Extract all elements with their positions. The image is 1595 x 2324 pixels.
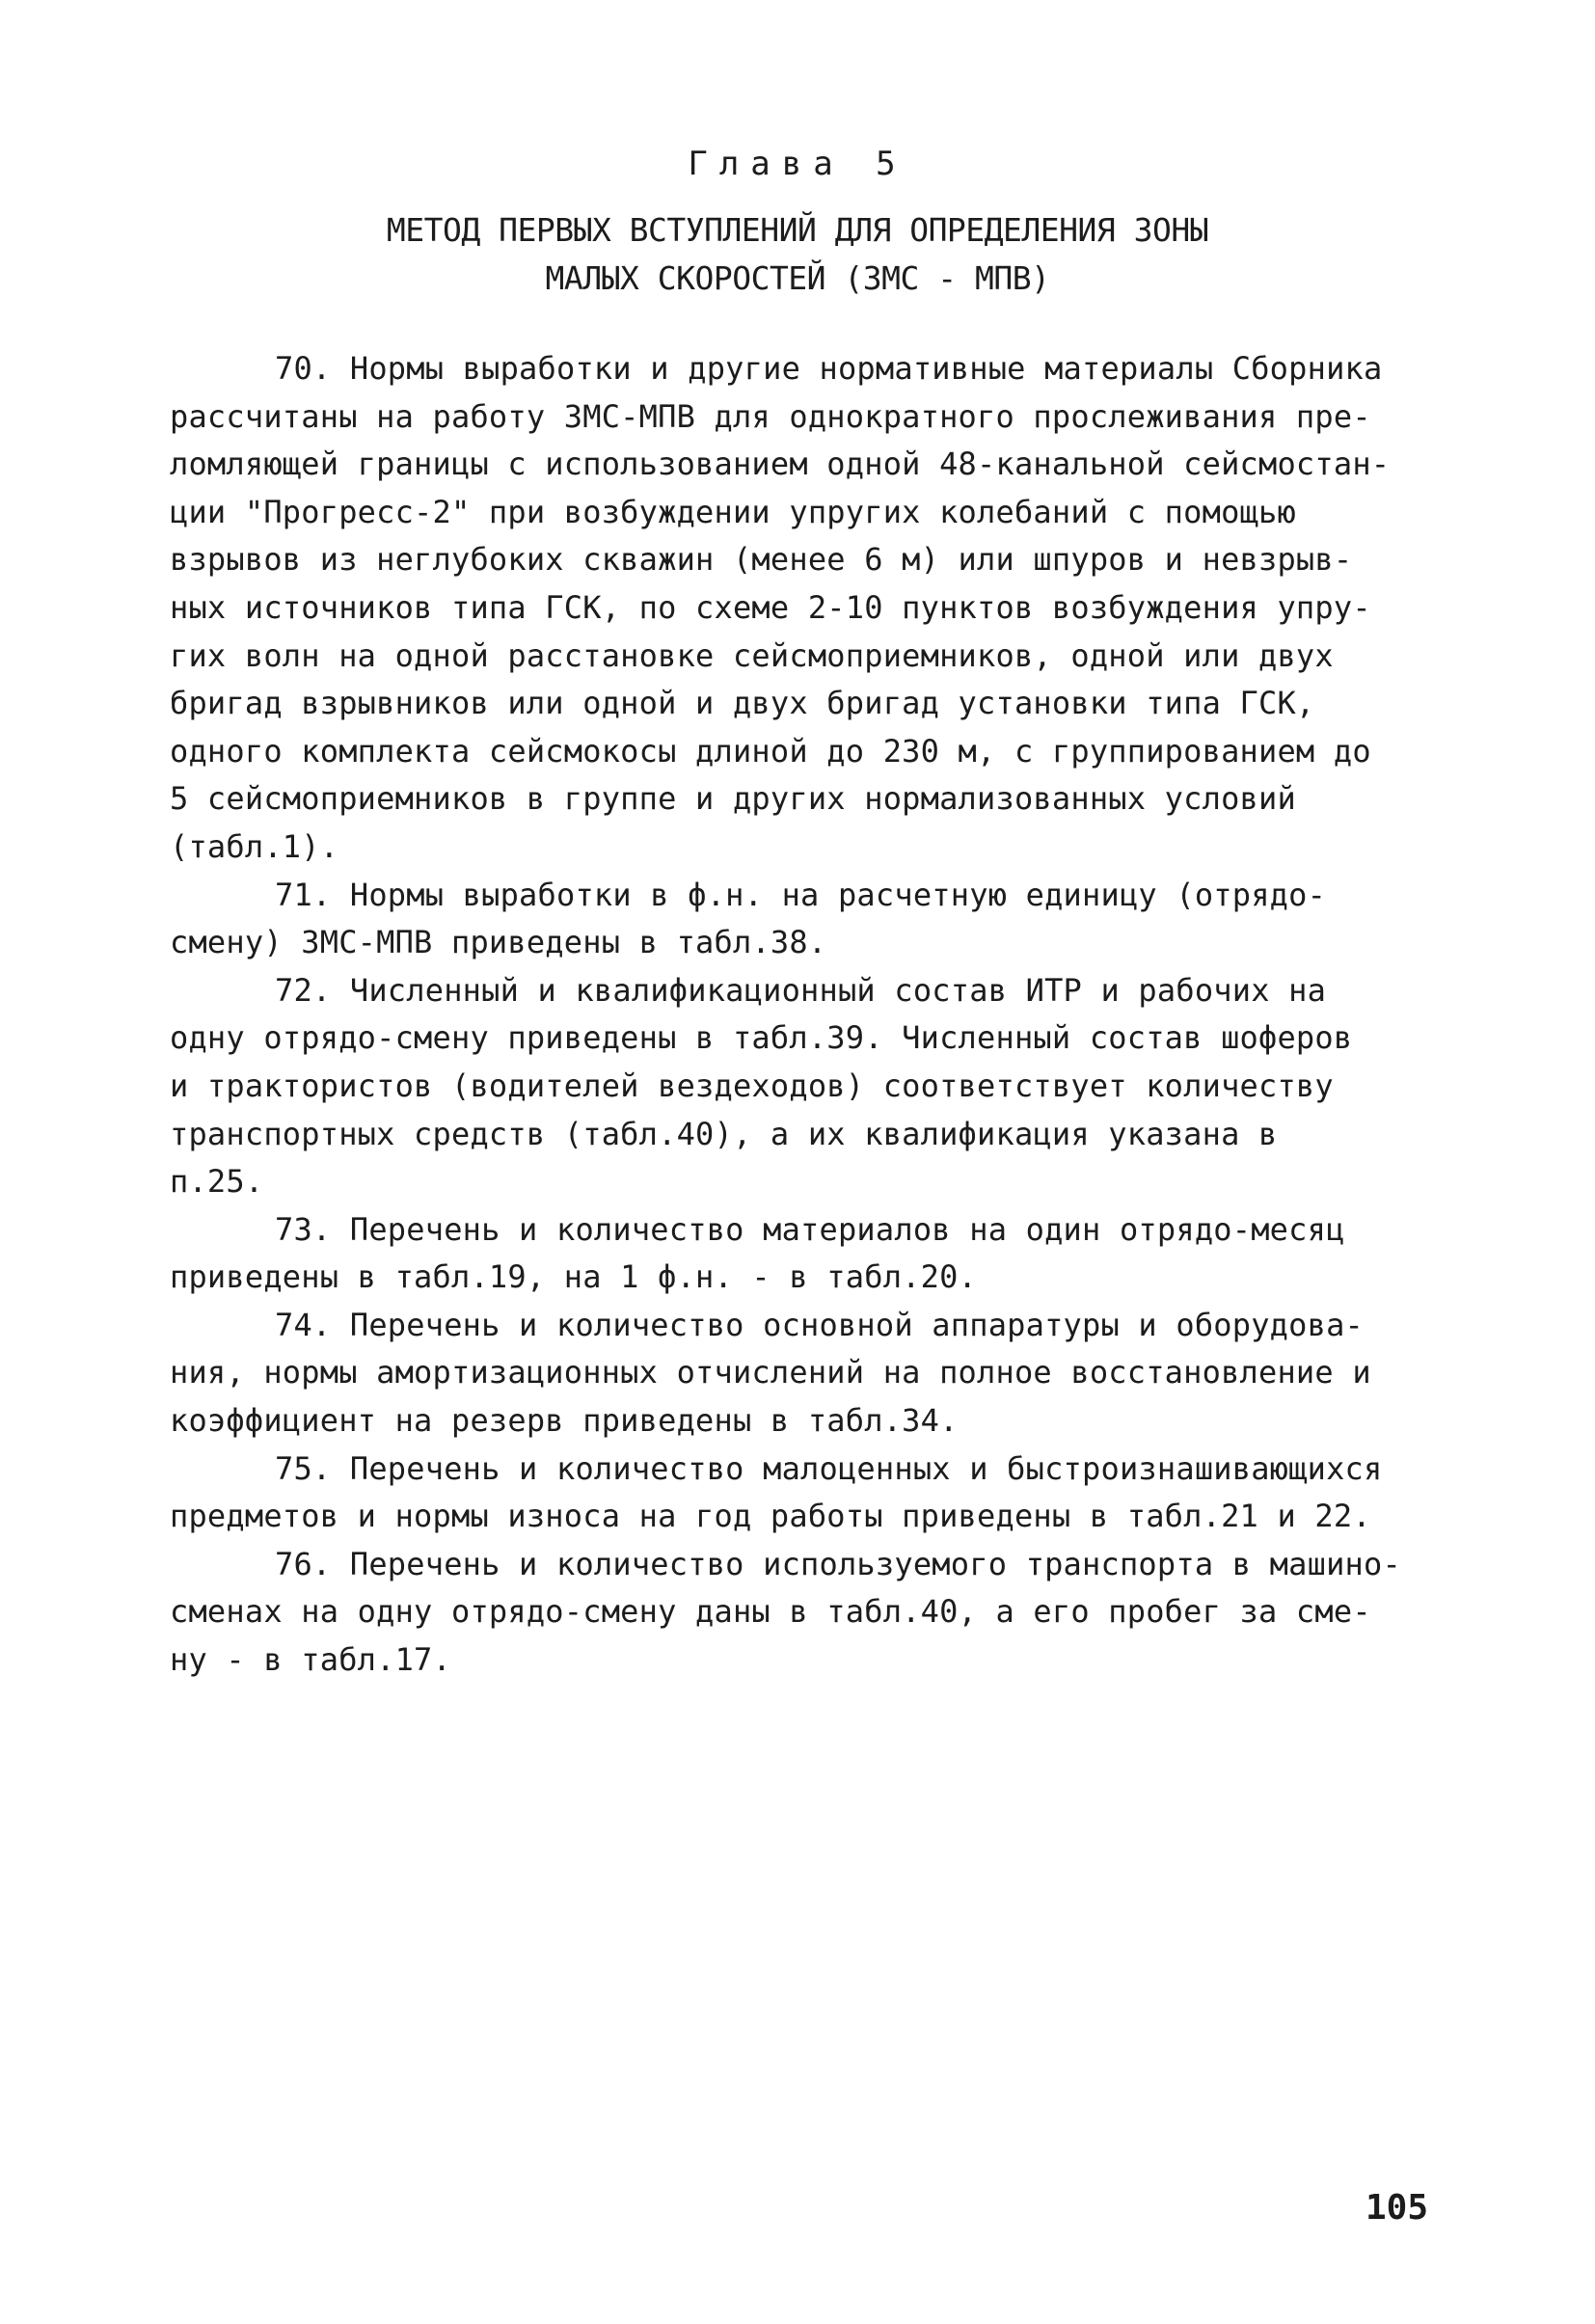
- paragraph-72-line: транспортных средств (табл.40), а их квалификация указана в: [170, 1115, 1278, 1152]
- paragraph-76-line: сменах на одну отрядо-смену даны в табл.40, а его пробег за сме-: [170, 1593, 1371, 1631]
- paragraph-76-line: ну - в табл.17.: [170, 1641, 451, 1679]
- paragraph-70-line: (табл.1).: [170, 827, 339, 865]
- paragraph-74-line: 74. Перечень и количество основной аппаратуры и оборудова-: [275, 1306, 1365, 1343]
- paragraph-71-line: смену) ЗМС-МПВ приведены в табл.38.: [170, 924, 827, 961]
- paragraph-72-line: и трактористов (водителей вездеходов) соответствует количеству: [170, 1067, 1334, 1104]
- paragraph-70-line: ных источников типа ГСК, по схеме 2-10 пунктов возбуждения упру-: [170, 588, 1371, 626]
- paragraph-70-line: 70. Нормы выработки и другие нормативные материалы Сборника: [275, 350, 1383, 387]
- paragraph-71-line: 71. Нормы выработки в ф.н. на расчетную единицу (отрядо-: [275, 876, 1327, 913]
- paragraph-76-line: 76. Перечень и количество используемого транспорта в машино-: [275, 1545, 1401, 1582]
- paragraph-70-line: рассчитаны на работу ЗМС-МПВ для однократного прослеживания пре-: [170, 397, 1371, 435]
- paragraph-74-line: коэффициент на резерв приведены в табл.34.: [170, 1402, 959, 1440]
- page-number: 105: [1365, 2188, 1429, 2228]
- paragraph-73-line: 73. Перечень и количество материалов на один отрядо-месяц: [275, 1210, 1345, 1248]
- paragraph-75-line: предметов и нормы износа на год работы приведены в табл.21 и 22.: [170, 1498, 1371, 1535]
- paragraph-75-line: 75. Перечень и количество малоценных и быстроизнашивающихся: [275, 1449, 1383, 1487]
- paragraph-74-line: ния, нормы амортизационных отчислений на полное восстановление и: [170, 1354, 1371, 1392]
- chapter-title-line: МАЛЫХ СКОРОСТЕЙ (ЗМС - МПВ): [545, 259, 1050, 297]
- paragraph-72-line: 72. Численный и квалификационный состав ИТР и рабочих на: [275, 971, 1327, 1009]
- paragraph-70-line: ции "Прогресс-2" при возбуждении упругих колебаний с помощью: [170, 493, 1296, 530]
- paragraph-72-line: п.25.: [170, 1163, 264, 1201]
- chapter-title-line: МЕТОД ПЕРВЫХ ВСТУПЛЕНИЙ ДЛЯ ОПРЕДЕЛЕНИЯ ЗОНЫ: [386, 211, 1209, 249]
- paragraph-70-line: 5 сейсмоприемников в группе и других нормализованных условий: [170, 780, 1296, 818]
- paragraph-70-line: взрывов из неглубоких скважин (менее 6 м) или шпуров и невзрыв-: [170, 541, 1353, 579]
- body-text: [170, 345, 1443, 1685]
- paragraph-73-line: приведены в табл.19, на 1 ф.н. - в табл.20.: [170, 1258, 978, 1296]
- paragraph-70-line: гих волн на одной расстановке сейсмоприемников, одной или двух: [170, 636, 1334, 674]
- chapter-label: Глава 5: [688, 145, 907, 183]
- paragraph-70-line: бригад взрывников или одной и двух бригад установки типа ГСК,: [170, 685, 1315, 722]
- paragraph-70-line: ломляющей границы с использованием одной 48-канальной сейсмостан-: [170, 446, 1391, 483]
- paragraph-70-line: одного комплекта сейсмокосы длиной до 230 м, с группированием до: [170, 732, 1371, 770]
- paragraph-72-line: одну отрядо-смену приведены в табл.39. Численный состав шоферов: [170, 1019, 1353, 1057]
- chapter-title: [0, 206, 1595, 303]
